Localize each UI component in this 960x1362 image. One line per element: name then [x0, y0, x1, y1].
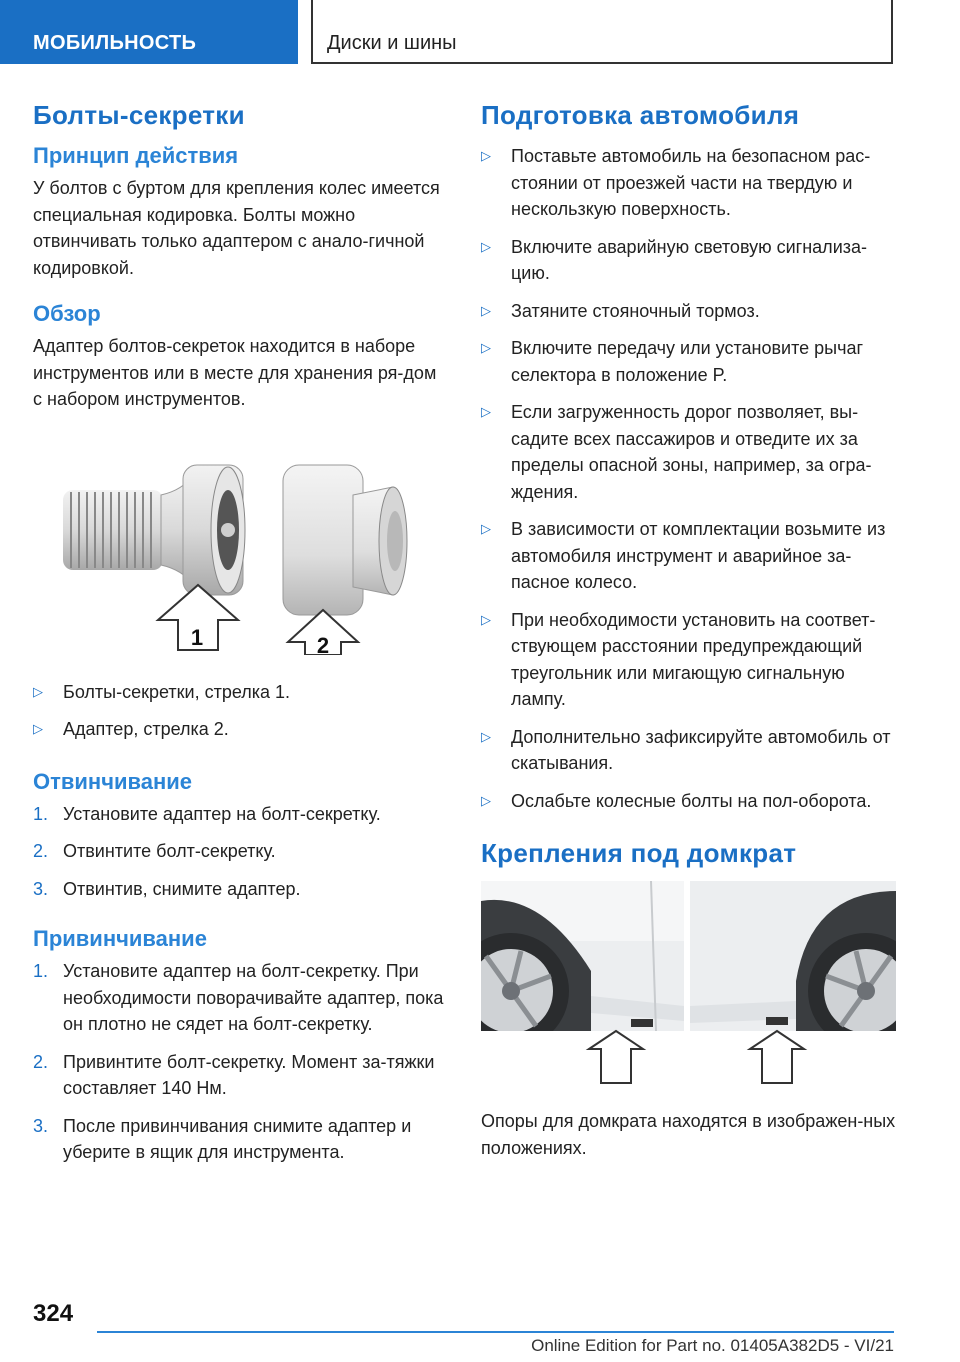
header-section-tab	[0, 0, 298, 64]
list-item: ▷ Болты-секретки, стрелка 1.	[33, 679, 445, 706]
heading-screw: Привинчивание	[33, 926, 207, 951]
list-item: ▷ Адаптер, стрелка 2.	[33, 716, 445, 743]
bullet-triangle-icon: ▷	[481, 792, 491, 808]
footer-edition: Online Edition for Part no. 01405A382D5 - VI/21	[531, 1336, 894, 1355]
page-number: 324	[33, 1300, 74, 1327]
figure-label-2: 2	[316, 632, 330, 655]
list-item: 3. После привинчивания снимите адаптер и уберите в ящик для инструмента.	[33, 1115, 412, 1162]
list-item: 1. Установите адаптер на болт-секретку. При необходимости поворачивайте адаптер, пока он плотно не сядет на болт-секретку.	[33, 961, 444, 1034]
header-section: МОБИЛЬНОСТЬ	[33, 32, 197, 54]
jack-points-text: Опоры для домкрата находятся в изображен-ных положениях.	[481, 1111, 896, 1158]
front-section-image	[481, 881, 684, 1049]
principle-text: У болтов с буртом для крепления колес имеется специальная кодировка. Болты можно отвинчивать только адаптером с анало-гичной кодировкой.	[33, 178, 440, 278]
list-item: ▷ Дополнительно зафиксируйте автомобиль от скатывания.	[481, 724, 896, 777]
jack-points-figure	[481, 881, 896, 1086]
overview-text: Адаптер болтов-секреток находится в наборе инструментов или в месте для хранения ря-дом с набором инструментов.	[33, 336, 437, 409]
title-vehicle-prep: Подготовка автомобиля	[481, 100, 800, 130]
adapter-body	[283, 465, 407, 615]
bullet-triangle-icon: ▷	[481, 340, 491, 355]
figure-label-1: 1	[190, 624, 204, 650]
title-jack-points: Крепления под домкрат	[481, 838, 797, 868]
list-item: 2. Отвинтите болт-секретку.	[33, 841, 276, 861]
heading-unscrew: Отвинчивание	[33, 768, 193, 794]
list-item: 3. Отвинтив, снимите адаптер.	[33, 878, 301, 899]
left-column	[33, 100, 445, 1177]
bullet-triangle-icon: ▷	[33, 683, 43, 699]
bullet-triangle-icon: ▷	[481, 148, 491, 163]
prep-steps	[481, 143, 896, 814]
screw-steps	[33, 958, 445, 1166]
bullet-triangle-icon: ▷	[481, 238, 491, 254]
heading-principle: Принцип действия	[33, 143, 239, 168]
arrow-2-icon	[288, 610, 358, 655]
lock-bolt-figure	[33, 435, 445, 655]
bullet-triangle-icon: ▷	[481, 302, 491, 318]
list-item: 2. Привинтите болт-секретку. Момент за-тяжки составляет 140 Нм.	[33, 1051, 435, 1098]
list-item: ▷ Включите передачу или установите рычаг селектора в положение P.	[481, 335, 896, 388]
rear-section-image	[690, 881, 896, 1049]
footer-divider	[97, 1331, 894, 1333]
bullet-triangle-icon: ▷	[33, 721, 43, 736]
bullet-triangle-icon: ▷	[481, 611, 491, 627]
list-item: ▷ В зависимости от комплектации возьмите из автомобиля инструмент и аварийное за-пасное колесо.	[481, 516, 896, 596]
list-item: ▷ Включите аварийную световую сигнализа-цию.	[481, 234, 896, 287]
bolt-thread	[63, 490, 163, 570]
list-item: ▷ Поставьте автомобиль на безопасном рас-стоянии от проезжей части на твердую и нескользкую поверхность.	[481, 143, 896, 223]
list-item: ▷ Затяните стояночный тормоз.	[481, 298, 896, 325]
list-item: ▷ Ослабьте колесные болты на пол-оборота.	[481, 788, 896, 815]
header-chapter-frame	[311, 0, 893, 64]
list-item: 1. Установите адаптер на болт-секретку.	[33, 803, 381, 824]
bullet-triangle-icon: ▷	[481, 728, 491, 744]
list-item: ▷ При необходимости установить на соответ-ствующем расстоянии предупреждающий треугольник или мигающую сигнальную лампу.	[481, 607, 896, 713]
header-chapter: Диски и шины	[327, 32, 457, 54]
right-column	[481, 100, 896, 1161]
figure-legend	[33, 679, 445, 743]
title-lock-bolts: Болты-секретки	[33, 100, 245, 130]
bullet-triangle-icon: ▷	[481, 404, 491, 419]
heading-overview: Обзор	[33, 301, 101, 326]
bullet-triangle-icon: ▷	[481, 521, 491, 536]
list-item: ▷ Если загруженность дорог позволяет, вы-садите всех пассажиров и отведите их за пределы опасной зоны, например, за огра-ждения.	[481, 399, 896, 505]
unscrew-steps	[33, 801, 445, 903]
